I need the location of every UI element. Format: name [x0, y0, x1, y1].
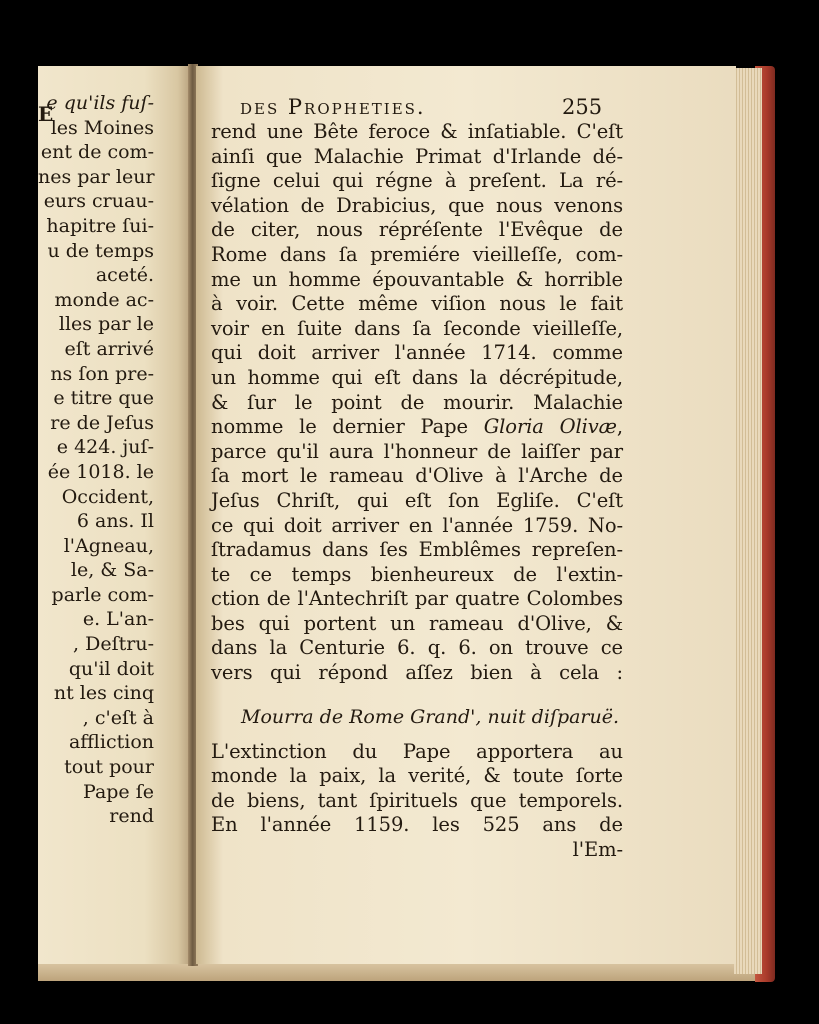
running-head-title: des Propheties. [240, 95, 426, 119]
text-line: monde la paix, la verité, & toute ſorte [211, 764, 623, 788]
text-line: , Deſtru- [73, 633, 154, 656]
text-line: ſa mort le rameau d'Olive à l'Arche de [211, 464, 623, 488]
text-line: e 424. juſ- [56, 436, 154, 459]
text-line: les Moines [50, 116, 154, 139]
text-line: te ce temps bienheureux de l'extin- [211, 562, 623, 586]
text-line: ée 1018. le [47, 460, 154, 483]
text-line: à voir. Cette même viſion nous le fait [211, 292, 623, 316]
text-line: vélation de Drabicius, que nous venons [211, 193, 623, 217]
catchword: l'Em- [572, 838, 623, 862]
text-line: un homme qui eſt dans la décrépitude, [211, 365, 623, 389]
text-line: qui doit arriver l'année 1714. comme [211, 341, 623, 365]
text-line: de biens, tant ſpirituels que temporels. [211, 788, 623, 812]
left-page-text [38, 91, 154, 829]
text-line: ainſi que Malachie Primat d'Irlande dé- [211, 144, 623, 168]
text-line: Pape ſe [83, 780, 154, 803]
text-line: ns ſon pre- [50, 362, 154, 385]
text-line: ſtradamus dans ſes Emblêmes repreſen- [211, 538, 623, 562]
text-line: En l'année 1159. les 525 ans de [211, 813, 623, 837]
text-line: re de Jeſus [50, 411, 154, 434]
text-line: parce qu'il aura l'honneur de laiſſer par [211, 439, 623, 463]
text-line: e qu'ils fuſ- [46, 92, 154, 114]
left-page-header: E [38, 102, 55, 126]
text-line: u de temps [47, 239, 154, 262]
text-line: 6 ans. Il [76, 510, 154, 533]
text-line: bes qui portent un rameau d'Olive, & [211, 611, 623, 635]
text-line: rend une Bête feroce & inſatiable. C'eſt [211, 120, 623, 143]
running-head [240, 95, 603, 119]
quoted-verse: Mourra de Rome Grand', nuit diſparuë. [241, 705, 620, 728]
text-line: parle com- [51, 583, 154, 606]
text-line: Occident, [61, 485, 154, 508]
text-line: eurs cruau- [43, 190, 154, 213]
text-line: tout pour [64, 756, 154, 779]
text-line: e titre que [53, 387, 154, 410]
text-line: nt les cinq [53, 682, 154, 705]
text-line: affliction [68, 731, 154, 754]
text-line: nes par leur [38, 165, 155, 188]
right-page-text [211, 120, 623, 863]
text-line: le, & Sa- [70, 559, 154, 582]
text-line: monde ac- [54, 288, 154, 311]
text-line: lles par le [58, 313, 154, 336]
text-line: , c'eſt à [82, 706, 154, 729]
text-line: l'Agneau, [63, 534, 154, 557]
text-line: me un homme épouvantable & horrible [211, 267, 623, 291]
text-line: ent de com- [40, 141, 154, 164]
text-line: Jeſus Chriſt, qui eſt ſon Egliſe. C'eſt [211, 488, 623, 512]
text-line: eſt arrivé [64, 337, 154, 360]
text-line: & ſur le point de mourir. Malachie [211, 390, 623, 414]
text-line: de citer, nous répréſente l'Evêque de [211, 218, 623, 242]
page-number: 255 [562, 95, 603, 119]
pope-motto: Gloria Olivæ [483, 415, 617, 439]
text-line: L'extinction du Pape apportera au [211, 739, 623, 763]
text-line: ction de l'Antechriſt par quatre Colombes [211, 587, 623, 611]
text-line: vers qui répond aſſez bien à cela : [211, 661, 623, 685]
text-line: qu'il doit [68, 657, 154, 680]
text-line: nomme le dernier Pape Gloria Olivæ, [211, 415, 623, 439]
text-line: aceté. [95, 264, 154, 287]
text-line: dans la Centurie 6. q. 6. on trouve ce [211, 636, 623, 660]
text-line: ce qui doit arriver en l'année 1759. No- [211, 513, 623, 537]
text-line: Rome dans ſa premiére vieilleſſe, com- [211, 242, 623, 266]
text-line: voir en ſuite dans ſa ſeconde vieilleſſe, [211, 316, 623, 340]
page-edges-bottom [38, 963, 758, 981]
text-line: rend [109, 805, 154, 828]
page-fore-edge [734, 68, 762, 974]
left-page [38, 66, 190, 964]
text-line: e. L'an- [82, 608, 154, 631]
text-line: hapitre ſui- [46, 214, 154, 237]
text-line: ſigne celui qui régne à preſent. La ré- [211, 169, 623, 193]
